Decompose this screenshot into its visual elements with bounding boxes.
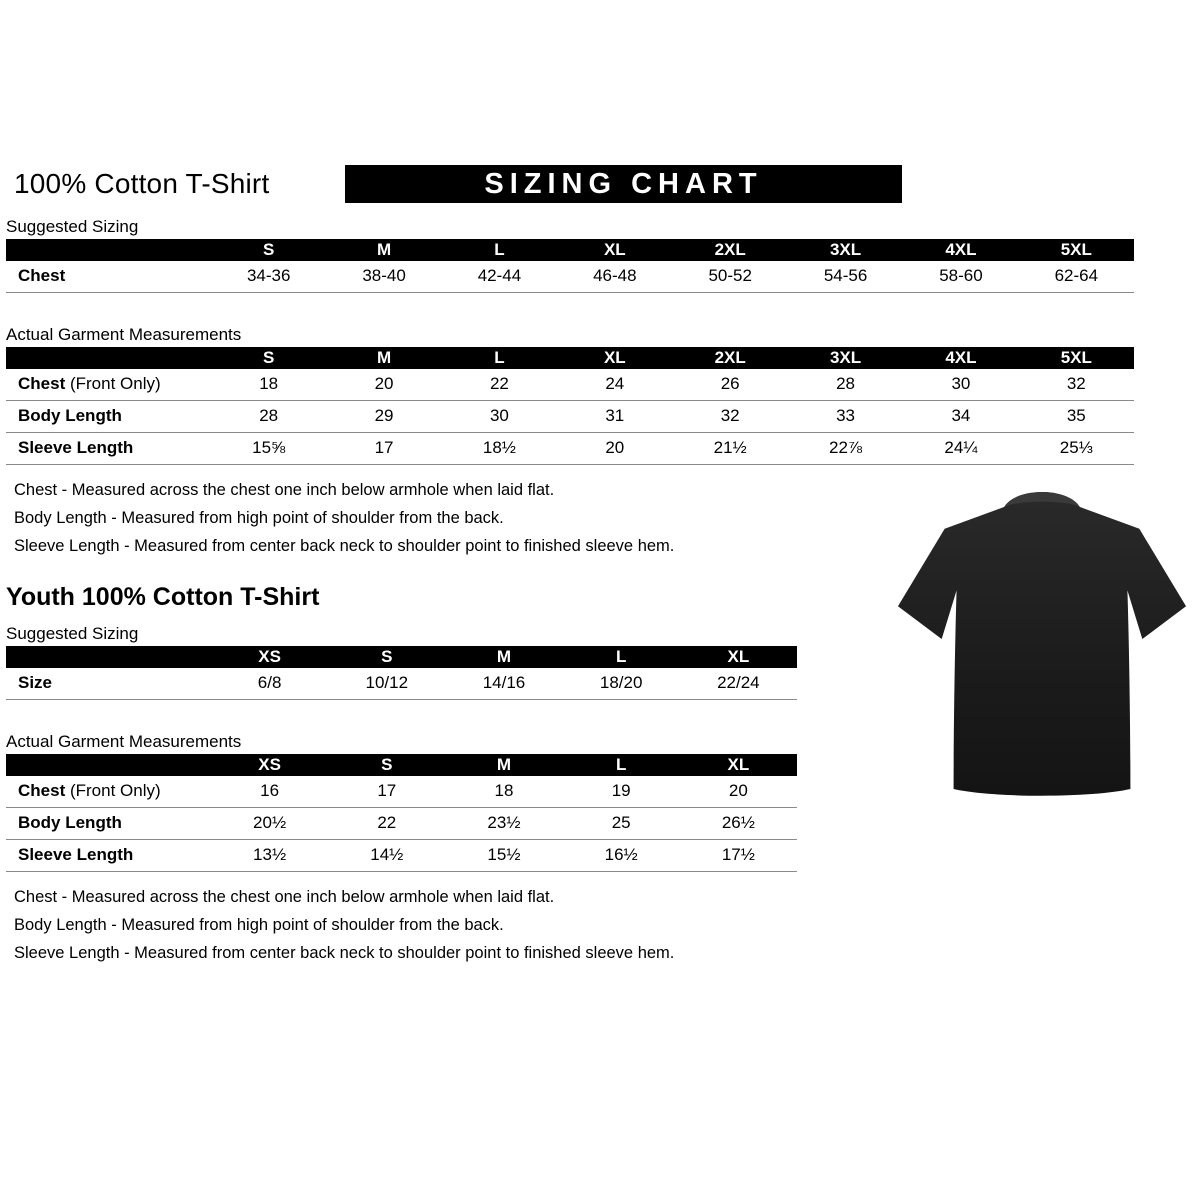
size-column-header: L	[563, 754, 680, 776]
table-row	[6, 401, 1134, 433]
measurement-cell: 15½	[445, 840, 562, 872]
youth-title: Youth 100% Cotton T-Shirt	[6, 583, 320, 611]
row-label-header	[6, 754, 211, 776]
table-row	[6, 776, 797, 808]
measurement-cell: 17½	[680, 840, 797, 872]
table-row	[6, 433, 1134, 465]
row-label: Chest (Front Only)	[6, 776, 211, 808]
header-row	[6, 646, 797, 668]
measurement-cell: 28	[211, 401, 326, 433]
measurement-cell: 50-52	[673, 261, 788, 293]
measurement-cell: 14½	[328, 840, 445, 872]
page-title: 100% Cotton T-Shirt	[14, 168, 270, 199]
measurement-cell: 23½	[445, 808, 562, 840]
measurement-cell: 13½	[211, 840, 328, 872]
note-body-length: Body Length - Measured from high point of shoulder from the back.	[14, 509, 504, 527]
measurement-cell: 26	[673, 369, 788, 401]
row-label: Sleeve Length	[6, 433, 211, 465]
note-sleeve-length: Sleeve Length - Measured from center back neck to shoulder point to finished sleeve hem.	[14, 944, 675, 962]
measurement-cell: 6/8	[211, 668, 328, 700]
size-column-header: 5XL	[1019, 347, 1134, 369]
measurement-cell: 16	[211, 776, 328, 808]
size-column-header: 2XL	[673, 347, 788, 369]
row-label: Body Length	[6, 401, 211, 433]
measurement-cell: 24¼	[903, 433, 1018, 465]
size-column-header: L	[442, 347, 557, 369]
suggested-sizing-label: Suggested Sizing	[6, 217, 139, 236]
measurement-cell: 25⅓	[1019, 433, 1134, 465]
size-column-header: 4XL	[903, 347, 1018, 369]
size-column-header: S	[328, 754, 445, 776]
measurement-cell: 22	[328, 808, 445, 840]
measurement-cell: 10/12	[328, 668, 445, 700]
tshirt-body	[898, 492, 1186, 796]
note-chest: Chest - Measured across the chest one inch below armhole when laid flat.	[14, 481, 555, 499]
header-row	[6, 347, 1134, 369]
size-column-header: 3XL	[788, 239, 903, 261]
youth-actual-table	[6, 754, 797, 872]
size-column-header: 2XL	[673, 239, 788, 261]
row-label-header	[6, 239, 211, 261]
measurement-cell: 35	[1019, 401, 1134, 433]
measurement-cell: 46-48	[557, 261, 672, 293]
measurement-cell: 20	[680, 776, 797, 808]
note-chest: Chest - Measured across the chest one inch below armhole when laid flat.	[14, 888, 555, 906]
measurement-cell: 19	[563, 776, 680, 808]
measurement-cell: 20½	[211, 808, 328, 840]
measurement-cell: 15⅝	[211, 433, 326, 465]
size-column-header: L	[563, 646, 680, 668]
row-label: Chest (Front Only)	[6, 369, 211, 401]
row-label: Body Length	[6, 808, 211, 840]
row-label: Chest	[6, 261, 211, 293]
measurement-cell: 32	[1019, 369, 1134, 401]
size-column-header: XL	[557, 239, 672, 261]
size-column-header: L	[442, 239, 557, 261]
measurement-cell: 14/16	[445, 668, 562, 700]
measurement-cell: 42-44	[442, 261, 557, 293]
measurement-cell: 34-36	[211, 261, 326, 293]
measurement-cell: 34	[903, 401, 1018, 433]
measurement-cell: 29	[326, 401, 441, 433]
header-row	[6, 754, 797, 776]
table-row	[6, 668, 797, 700]
size-column-header: XS	[211, 646, 328, 668]
measurement-cell: 54-56	[788, 261, 903, 293]
size-column-header: S	[211, 347, 326, 369]
measurement-cell: 18	[445, 776, 562, 808]
size-column-header: M	[326, 239, 441, 261]
header-row	[6, 239, 1134, 261]
table-row	[6, 840, 797, 872]
measurement-cell: 20	[326, 369, 441, 401]
size-column-header: XS	[211, 754, 328, 776]
size-column-header: XL	[680, 754, 797, 776]
size-column-header: M	[445, 754, 562, 776]
size-column-header: XL	[557, 347, 672, 369]
measurement-cell: 16½	[563, 840, 680, 872]
measurement-cell: 26½	[680, 808, 797, 840]
actual-measurements-label: Actual Garment Measurements	[6, 325, 242, 344]
table-row	[6, 261, 1134, 293]
measurement-cell: 18½	[442, 433, 557, 465]
tshirt-image	[893, 472, 1191, 820]
measurement-cell: 18	[211, 369, 326, 401]
youth-suggested-table	[6, 646, 797, 700]
row-label-header	[6, 646, 211, 668]
size-column-header: 3XL	[788, 347, 903, 369]
measurement-cell: 28	[788, 369, 903, 401]
size-column-header: 4XL	[903, 239, 1018, 261]
measurement-cell: 62-64	[1019, 261, 1134, 293]
measurement-cell: 24	[557, 369, 672, 401]
measurement-cell: 21½	[673, 433, 788, 465]
size-column-header: 5XL	[1019, 239, 1134, 261]
sizing-chart-banner: SIZING CHART	[345, 165, 902, 203]
size-column-header: XL	[680, 646, 797, 668]
row-label: Size	[6, 668, 211, 700]
measurement-cell: 25	[563, 808, 680, 840]
note-sleeve-length: Sleeve Length - Measured from center back neck to shoulder point to finished sleeve hem.	[14, 537, 675, 555]
measurement-cell: 33	[788, 401, 903, 433]
size-column-header: M	[326, 347, 441, 369]
adult-actual-table	[6, 347, 1134, 465]
measurement-cell: 32	[673, 401, 788, 433]
row-label-header	[6, 347, 211, 369]
table-row	[6, 369, 1134, 401]
youth-notes	[14, 888, 1200, 963]
measurement-cell: 17	[326, 433, 441, 465]
measurement-cell: 18/20	[563, 668, 680, 700]
measurement-cell: 30	[442, 401, 557, 433]
size-column-header: S	[328, 646, 445, 668]
table-row	[6, 808, 797, 840]
measurement-cell: 22⅞	[788, 433, 903, 465]
measurement-cell: 22	[442, 369, 557, 401]
youth-actual-measurements-label: Actual Garment Measurements	[6, 732, 242, 751]
measurement-cell: 22/24	[680, 668, 797, 700]
measurement-cell: 17	[328, 776, 445, 808]
note-body-length: Body Length - Measured from high point of shoulder from the back.	[14, 916, 504, 934]
row-label: Sleeve Length	[6, 840, 211, 872]
measurement-cell: 31	[557, 401, 672, 433]
page-header	[0, 165, 1200, 205]
adult-suggested-table	[6, 239, 1134, 293]
measurement-cell: 58-60	[903, 261, 1018, 293]
measurement-cell: 30	[903, 369, 1018, 401]
size-column-header: M	[445, 646, 562, 668]
measurement-cell: 20	[557, 433, 672, 465]
measurement-cell: 38-40	[326, 261, 441, 293]
size-column-header: S	[211, 239, 326, 261]
youth-suggested-sizing-label: Suggested Sizing	[6, 624, 139, 643]
